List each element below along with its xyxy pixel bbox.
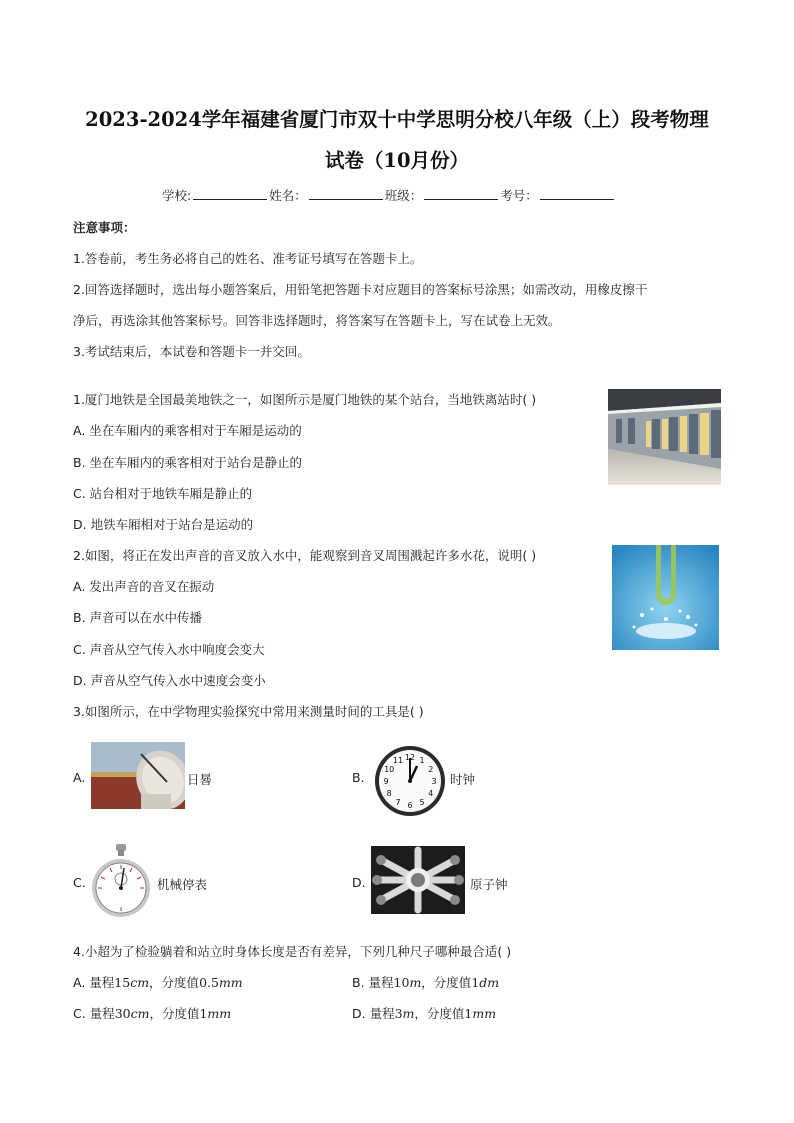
notice-item: 3.考试结束后，本试卷和答题卡一并交回。 xyxy=(73,344,310,359)
clock-number: 3 xyxy=(431,777,437,786)
clock-number: 10 xyxy=(384,765,395,774)
q2-option-c[interactable]: C. 声音从空气传入水中响度会变大 xyxy=(73,642,265,657)
notice-heading: 注意事项： xyxy=(73,220,136,235)
division-value: 1 xyxy=(464,1006,473,1021)
q4-option-a[interactable] xyxy=(73,973,243,991)
clock-number: 7 xyxy=(395,797,401,807)
clock-number: 9 xyxy=(383,777,389,786)
notice-item: 净后，再选涂其他答案标号。回答非选择题时，将答案写在答题卡上，写在试卷上无效。 xyxy=(73,313,561,328)
division-value: 1 xyxy=(199,1006,208,1021)
division-value: 1 xyxy=(471,975,480,990)
metro-station-image xyxy=(608,389,721,485)
stopwatch-image xyxy=(91,844,151,918)
notice-item: 1.答卷前，考生务必将自己的姓名、准考证号填写在答题卡上。 xyxy=(73,251,423,266)
q1-option-d[interactable]: D. 地铁车厢相对于站台是运动的 xyxy=(73,517,254,532)
tuning-fork-water-image xyxy=(612,545,719,650)
clock-image xyxy=(373,744,447,818)
notice-item: 2.回答选择题时，选出每小题答案后，用铅笔把答题卡对应题目的答案标号涂黑；如需改动，用橡皮擦干 xyxy=(73,282,648,297)
q3-option-a-letter[interactable]: A. xyxy=(73,770,86,785)
question-3-stem: 3.如图所示，在中学物理实验探究中常用来测量时间的工具是( ) xyxy=(73,704,424,719)
question-4-stem: 4.小超为了检验躺着和站立时身体长度是否有差异，下列几种尺子哪种最合适( ) xyxy=(73,944,512,959)
q3-option-b-letter[interactable]: B. xyxy=(352,770,365,785)
q1-option-a[interactable]: A. 坐在车厢内的乘客相对于车厢是运动的 xyxy=(73,423,302,438)
info-fields xyxy=(162,186,616,204)
class-label: 班级： xyxy=(384,188,423,203)
q4-option-b[interactable] xyxy=(352,973,499,991)
range-value: 10 xyxy=(393,975,410,990)
clock-number: 1 xyxy=(419,756,425,766)
clock-number: 5 xyxy=(419,797,425,807)
division-unit: mm xyxy=(472,1006,497,1021)
option-text: ，分度值 xyxy=(149,1006,200,1021)
class-blank[interactable] xyxy=(424,187,498,200)
range-unit: m xyxy=(409,975,422,990)
q3-option-c-label: 机械停表 xyxy=(157,877,208,892)
q3-option-d-letter[interactable]: D. xyxy=(352,875,366,890)
atomic-clock-image xyxy=(371,846,465,914)
q4-option-d[interactable] xyxy=(352,1004,496,1022)
q2-option-d[interactable]: D. 声音从空气传入水中速度会变小 xyxy=(73,673,266,688)
q2-option-a[interactable]: A. 发出声音的音叉在振动 xyxy=(73,579,215,594)
q2-option-b[interactable]: B. 声音可以在水中传播 xyxy=(73,610,203,625)
option-text: A. 量程 xyxy=(73,975,115,990)
question-2-stem: 2.如图，将正在发出声音的音叉放入水中，能观察到音叉周围溅起许多水花，说明( ) xyxy=(73,548,537,563)
sundial-image xyxy=(91,742,185,809)
division-unit: mm xyxy=(218,975,243,990)
option-text: ，分度值 xyxy=(421,975,472,990)
exam-title-line-2: 试卷（10月份） xyxy=(324,149,470,172)
q1-option-c[interactable]: C. 站台相对于地铁车厢是静止的 xyxy=(73,486,253,501)
option-text: B. 量程 xyxy=(352,975,394,990)
clock-number: 8 xyxy=(386,789,392,798)
q3-option-d-label: 原子钟 xyxy=(470,877,508,892)
school-label: 学校: xyxy=(162,188,192,203)
option-text: ，分度值 xyxy=(414,1006,465,1021)
q3-option-c-letter[interactable]: C. xyxy=(73,875,86,890)
exam-title-line-1: 2023-2024学年福建省厦门市双十中学思明分校八年级（上）段考物理 xyxy=(85,108,709,131)
division-value: 0.5 xyxy=(199,975,219,990)
q4-option-c[interactable] xyxy=(73,1004,231,1022)
division-unit: mm xyxy=(207,1006,232,1021)
clock-number: 2 xyxy=(428,765,434,774)
option-text: C. 量程 xyxy=(73,1006,115,1021)
name-label: 姓名： xyxy=(269,188,307,203)
division-unit: dm xyxy=(479,975,500,990)
clock-number: 4 xyxy=(428,789,434,798)
school-blank[interactable] xyxy=(193,187,267,200)
clock-number: 11 xyxy=(392,756,404,766)
q3-option-a-label: 日晷 xyxy=(187,772,213,787)
option-text: D. 量程 xyxy=(352,1006,395,1021)
question-1-stem: 1.厦门地铁是全国最美地铁之一，如图所示是厦门地铁的某个站台，当地铁离站时( ) xyxy=(73,392,537,407)
range-unit: cm xyxy=(130,1006,150,1021)
range-value: 30 xyxy=(114,1006,131,1021)
q3-option-b-label: 时钟 xyxy=(450,772,476,787)
name-blank[interactable] xyxy=(309,187,383,200)
range-unit: m xyxy=(402,1006,415,1021)
clock-number: 12 xyxy=(404,753,416,762)
clock-number: 6 xyxy=(407,801,413,810)
range-value: 3 xyxy=(394,1006,403,1021)
range-unit: cm xyxy=(130,975,150,990)
option-text: ，分度值 xyxy=(149,975,200,990)
exam-number-label: 考号： xyxy=(500,188,538,203)
range-value: 15 xyxy=(114,975,131,990)
exam-number-blank[interactable] xyxy=(540,187,614,200)
q1-option-b[interactable]: B. 坐在车厢内的乘客相对于站台是静止的 xyxy=(73,455,303,470)
